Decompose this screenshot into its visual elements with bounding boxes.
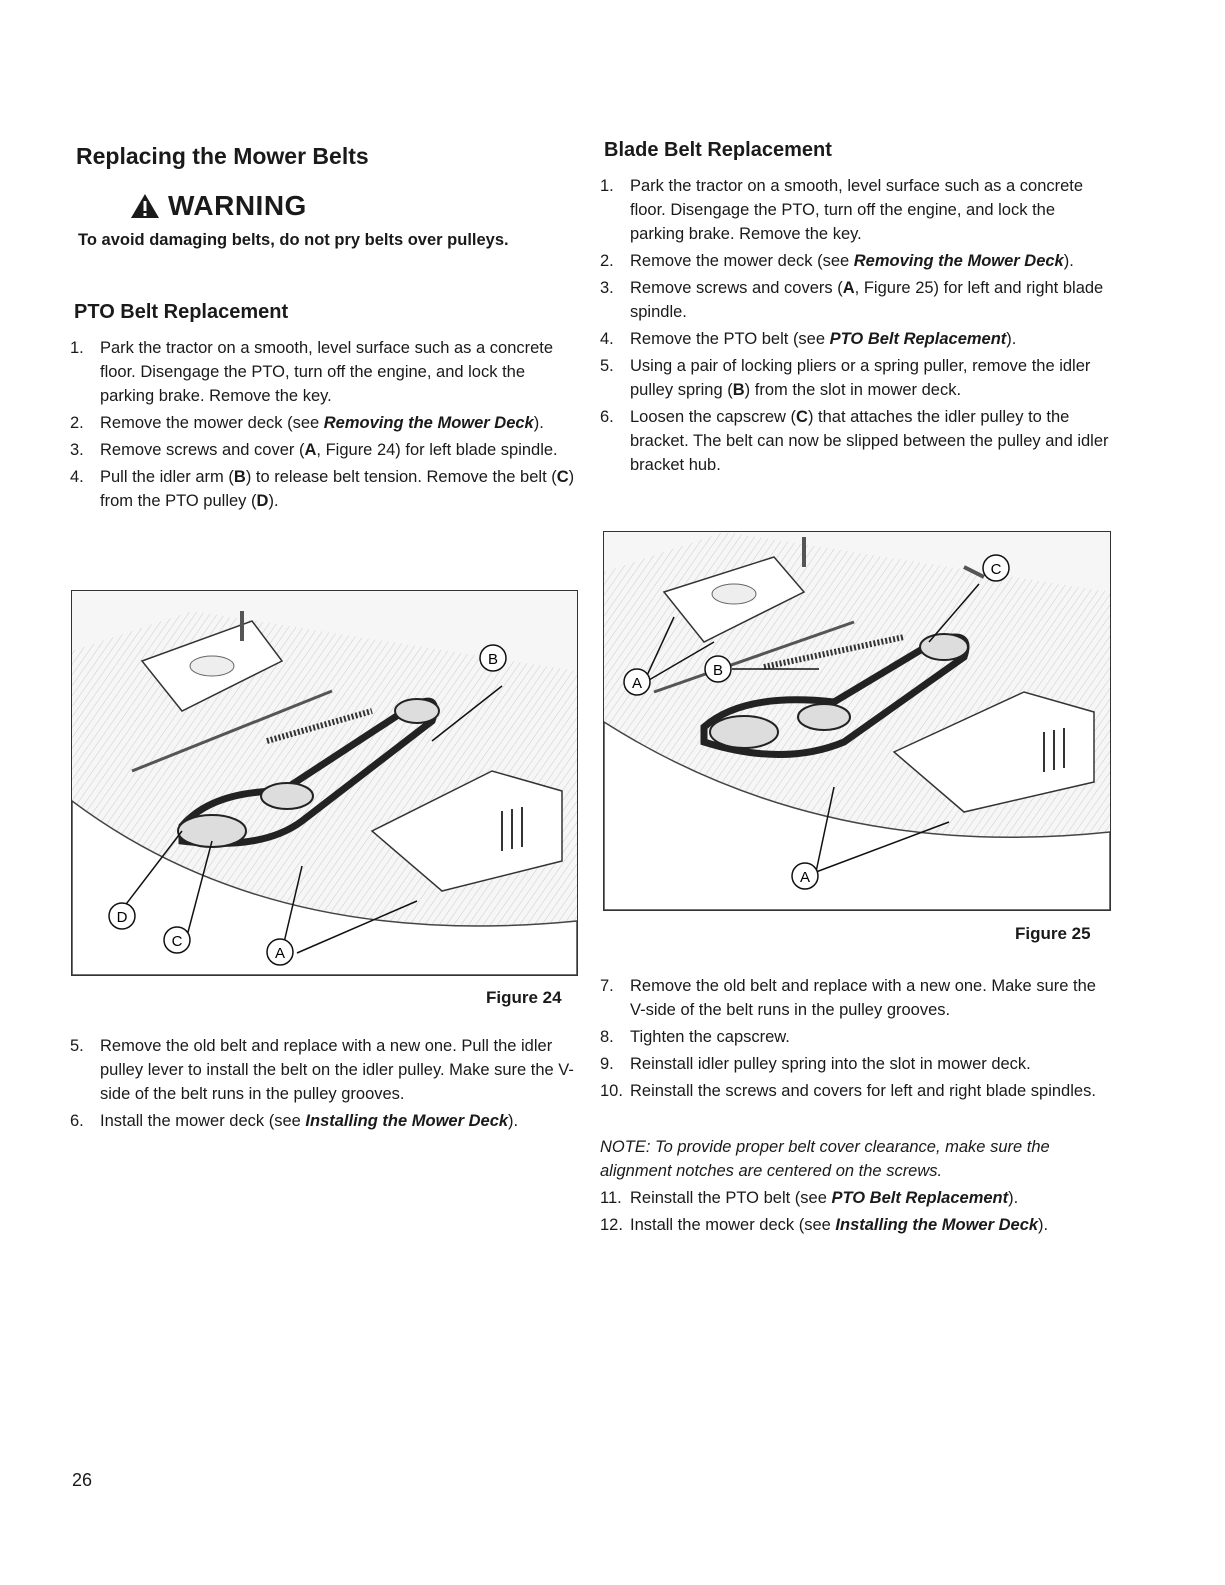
- callout-b: [480, 645, 506, 671]
- callout-a: [267, 939, 293, 965]
- callout-ref: B: [732, 381, 745, 399]
- step-item: [70, 411, 576, 435]
- step-item: [600, 327, 1110, 351]
- step-text: Using a pair of locking pliers or a spring puller, remove the idler pulley spring (B) from the slot in mower deck.: [630, 357, 1091, 399]
- step-text: Remove the PTO belt (see PTO Belt Replacement).: [630, 330, 1017, 348]
- step-item: [600, 249, 1110, 273]
- step-number: 1.: [70, 339, 84, 357]
- step-text: Install the mower deck (see Installing the Mower Deck).: [100, 1112, 519, 1130]
- step-text: Remove the mower deck (see Removing the Mower Deck).: [100, 414, 544, 432]
- cross-reference: Removing the Mower Deck: [853, 252, 1064, 270]
- step-number: 3.: [600, 279, 614, 297]
- step-text: Remove screws and covers (A, Figure 25) for left and right blade spindle.: [630, 279, 1104, 321]
- blade-heading: Blade Belt Replacement: [604, 139, 832, 161]
- figure-24: [71, 590, 578, 976]
- blade-steps-list-final: [600, 1186, 1110, 1240]
- svg-text:A: A: [799, 869, 811, 886]
- callout-a-2: [624, 669, 650, 695]
- step-number: 6.: [70, 1112, 84, 1130]
- step-text: Park the tractor on a smooth, level surface such as a concrete floor. Disengage the PTO, turn off the engine, and lock the parking brake. Remove the key.: [100, 339, 554, 405]
- step-item: [70, 438, 576, 462]
- step-item: [600, 276, 1110, 324]
- cross-reference: Installing the Mower Deck: [835, 1216, 1039, 1234]
- step-item: [600, 974, 1110, 1022]
- mower-deck-illustration: [72, 591, 577, 975]
- svg-text:C: C: [171, 933, 183, 950]
- callout-ref: C: [796, 408, 808, 426]
- step-item: [600, 1079, 1110, 1103]
- callout-d: [109, 903, 135, 929]
- step-number: 8.: [600, 1028, 614, 1046]
- pto-steps-list-continued: [70, 1034, 576, 1136]
- callout-a-3: [792, 863, 818, 889]
- figure-25-caption: Figure 25: [1015, 924, 1091, 943]
- step-text: Reinstall the screws and covers for left and right blade spindles.: [630, 1082, 1096, 1100]
- callout-ref: C: [556, 468, 569, 486]
- step-item: [600, 1025, 1110, 1049]
- svg-text:C: C: [990, 561, 1002, 578]
- step-number: 4.: [600, 330, 614, 348]
- page-title: Replacing the Mower Belts: [76, 143, 369, 169]
- cross-reference: PTO Belt Replacement: [829, 330, 1007, 348]
- step-text: Reinstall the PTO belt (see PTO Belt Replacement).: [630, 1189, 1019, 1207]
- step-item: [600, 1213, 1110, 1237]
- step-item: [70, 1109, 576, 1133]
- cross-reference: Removing the Mower Deck: [323, 414, 534, 432]
- step-number: 10.: [600, 1082, 623, 1100]
- callout-ref: B: [233, 468, 246, 486]
- step-text: Loosen the capscrew (C) that attaches the idler pulley to the bracket. The belt can now be slipped between the pulley and idler bracket hub.: [630, 408, 1109, 474]
- callout-ref: A: [842, 279, 855, 297]
- callout-c: [164, 927, 190, 953]
- page-number: 26: [72, 1470, 93, 1490]
- pto-heading: PTO Belt Replacement: [74, 301, 289, 323]
- step-number: 11.: [600, 1189, 622, 1207]
- callout-b-2: [705, 656, 731, 682]
- step-number: 12.: [600, 1216, 623, 1234]
- step-text: Tighten the capscrew.: [630, 1028, 790, 1046]
- blade-steps-list: [600, 174, 1110, 480]
- cross-reference: Installing the Mower Deck: [305, 1112, 509, 1130]
- step-text: Remove screws and cover (A, Figure 24) for left blade spindle.: [100, 441, 558, 459]
- step-item: [70, 336, 576, 408]
- mower-deck-illustration-2: [604, 532, 1110, 910]
- step-number: 3.: [70, 441, 84, 459]
- cross-reference: PTO Belt Replacement: [831, 1189, 1009, 1207]
- step-number: 1.: [600, 177, 614, 195]
- step-item: [600, 405, 1110, 477]
- step-text: Reinstall idler pulley spring into the slot in mower deck.: [630, 1055, 1031, 1073]
- svg-text:A: A: [274, 945, 286, 962]
- svg-text:B: B: [712, 662, 724, 679]
- step-number: 9.: [600, 1055, 614, 1073]
- pto-steps-list: [70, 336, 576, 516]
- blade-steps-list-continued: [600, 974, 1110, 1106]
- step-item: [600, 174, 1110, 246]
- svg-text:D: D: [116, 909, 128, 926]
- step-text: Remove the old belt and replace with a new one. Pull the idler pulley lever to install the belt on the idler pulley. Make sure the V-side of the belt runs in the pulley grooves.: [100, 1037, 574, 1103]
- callout-ref: A: [304, 441, 317, 459]
- warning-icon: [130, 193, 160, 219]
- step-number: 4.: [70, 468, 84, 486]
- warning-text: To avoid damaging belts, do not pry belts over pulleys.: [78, 231, 509, 249]
- step-item: [600, 1186, 1110, 1210]
- figure-25: [603, 531, 1111, 911]
- step-item: [70, 1034, 576, 1106]
- warning-label: WARNING: [168, 190, 307, 221]
- warning-banner: [130, 190, 307, 222]
- step-number: 6.: [600, 408, 614, 426]
- callout-ref: D: [256, 492, 269, 510]
- step-text: Install the mower deck (see Installing the Mower Deck).: [630, 1216, 1049, 1234]
- step-number: 2.: [600, 252, 614, 270]
- step-item: [600, 354, 1110, 402]
- svg-text:B: B: [487, 651, 499, 668]
- callout-c-2: [983, 555, 1009, 581]
- step-item: [600, 1052, 1110, 1076]
- step-text: Park the tractor on a smooth, level surface such as a concrete floor. Disengage the PTO, turn off the engine, and lock the parking brake. Remove the key.: [630, 177, 1084, 243]
- step-number: 2.: [70, 414, 84, 432]
- step-text: Remove the mower deck (see Removing the Mower Deck).: [630, 252, 1074, 270]
- step-item: [70, 465, 576, 513]
- figure-24-caption: Figure 24: [486, 988, 562, 1007]
- step-number: 5.: [70, 1037, 84, 1055]
- step-text: Pull the idler arm (B) to release belt tension. Remove the belt (C) from the PTO pulley (D).: [100, 468, 575, 510]
- step-text: Remove the old belt and replace with a new one. Make sure the V-side of the belt runs in the pulley grooves.: [630, 977, 1096, 1019]
- step-number: 5.: [600, 357, 614, 375]
- step-number: 7.: [600, 977, 614, 995]
- note-text: NOTE: To provide proper belt cover clearance, make sure the alignment notches are centered on the screws.: [600, 1138, 1050, 1180]
- svg-text:A: A: [631, 675, 643, 692]
